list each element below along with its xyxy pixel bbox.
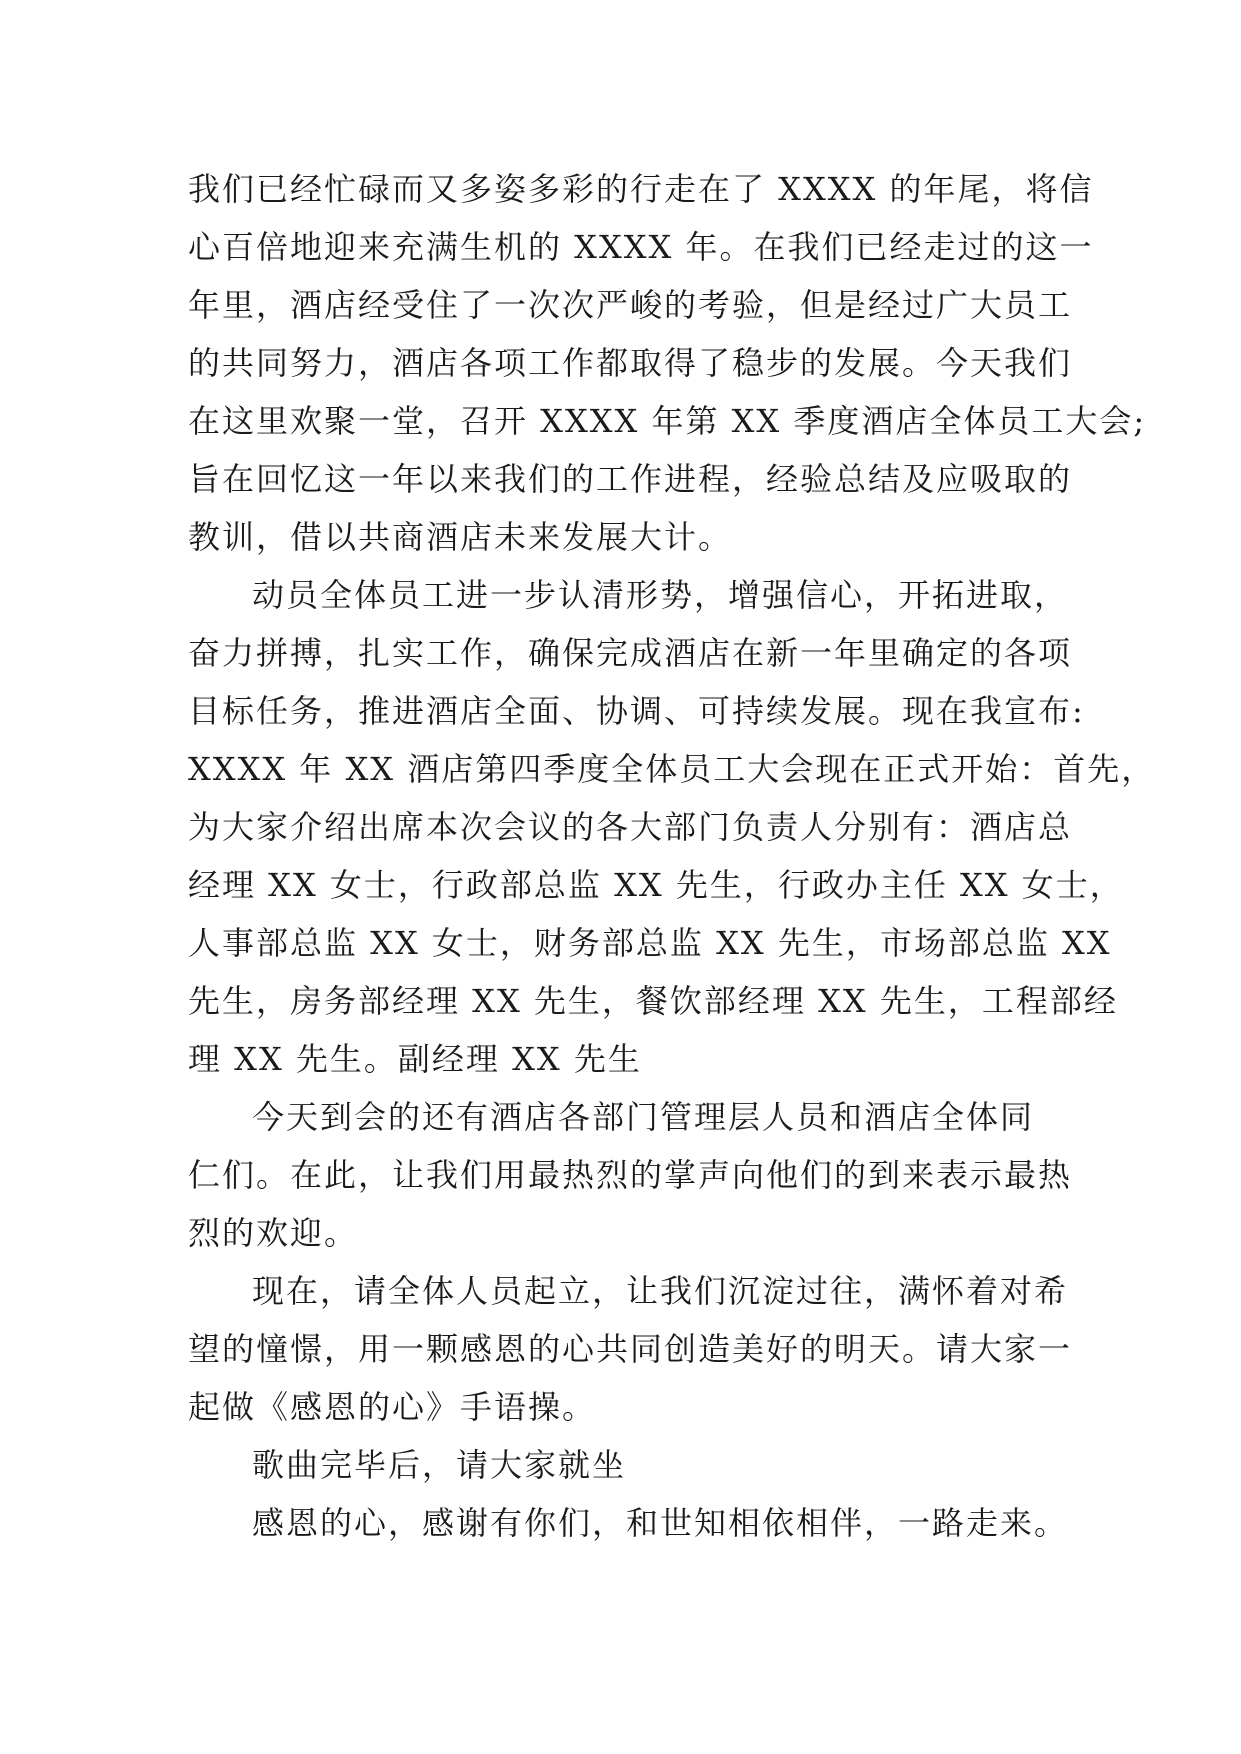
text-line: 旨在回忆这一年以来我们的工作进程，经验总结及应吸取的 [188, 460, 1073, 498]
text-line: XXXX 年 XX 酒店第四季度全体员工大会现在正式开始：首先， [188, 750, 1156, 788]
text-line: 感恩的心，感谢有你们，和世知相依相伴，一路走来。 [252, 1504, 1069, 1542]
text-line: 年里，酒店经受住了一次次严峻的考验，但是经过广大员工 [188, 286, 1073, 324]
document-body [188, 160, 1156, 1552]
text-line: 在这里欢聚一堂，召开 XXXX 年第 XX 季度酒店全体员工大会; [188, 402, 1147, 440]
text-line: 现在，请全体人员起立，让我们沉淀过往，满怀着对希 [252, 1272, 1069, 1310]
paragraph-3 [188, 1088, 1073, 1262]
text-line: 心百倍地迎来充满生机的 XXXX 年。在我们已经走过的这一 [188, 228, 1094, 266]
paragraph-4 [188, 1262, 1073, 1436]
paragraph-2 [188, 566, 1156, 1088]
text-line: 我们已经忙碌而又多姿多彩的行走在了 XXXX 的年尾，将信 [188, 170, 1094, 208]
paragraph-6 [188, 1494, 1068, 1552]
text-line: 经理 XX 女士，行政部总监 XX 先生，行政办主任 XX 女士， [188, 866, 1124, 904]
text-line: 烈的欢迎。 [188, 1214, 359, 1252]
text-line: 教训，借以共商酒店未来发展大计。 [188, 518, 733, 556]
text-line: 望的憧憬，用一颗感恩的心共同创造美好的明天。请大家一 [188, 1330, 1073, 1368]
paragraph-1 [188, 160, 1147, 566]
paragraph-5 [188, 1436, 1068, 1494]
text-line: 目标任务，推进酒店全面、协调、可持续发展。现在我宣布: [188, 692, 1085, 730]
text-line: 的共同努力，酒店各项工作都取得了稳步的发展。今天我们 [188, 344, 1073, 382]
text-line: 为大家介绍出席本次会议的各大部门负责人分别有：酒店总 [188, 808, 1073, 846]
text-line: 先生，房务部经理 XX 先生，餐饮部经理 XX 先生，工程部经 [188, 982, 1118, 1020]
text-line: 人事部总监 XX 女士，财务部总监 XX 先生，市场部总监 XX [188, 924, 1112, 962]
text-line: 奋力拼搏，扎实工作，确保完成酒店在新一年里确定的各项 [188, 634, 1073, 672]
text-line: 起做《感恩的心》手语操。 [188, 1388, 597, 1426]
text-line: 动员全体员工进一步认清形势，增强信心，开拓进取， [252, 576, 1069, 614]
text-line: 仁们。在此，让我们用最热烈的掌声向他们的到来表示最热 [188, 1156, 1073, 1194]
text-line: 今天到会的还有酒店各部门管理层人员和酒店全体同 [252, 1098, 1035, 1136]
text-line: 理 XX 先生。副经理 XX 先生 [188, 1040, 642, 1078]
text-line: 歌曲完毕后，请大家就坐 [252, 1446, 627, 1484]
